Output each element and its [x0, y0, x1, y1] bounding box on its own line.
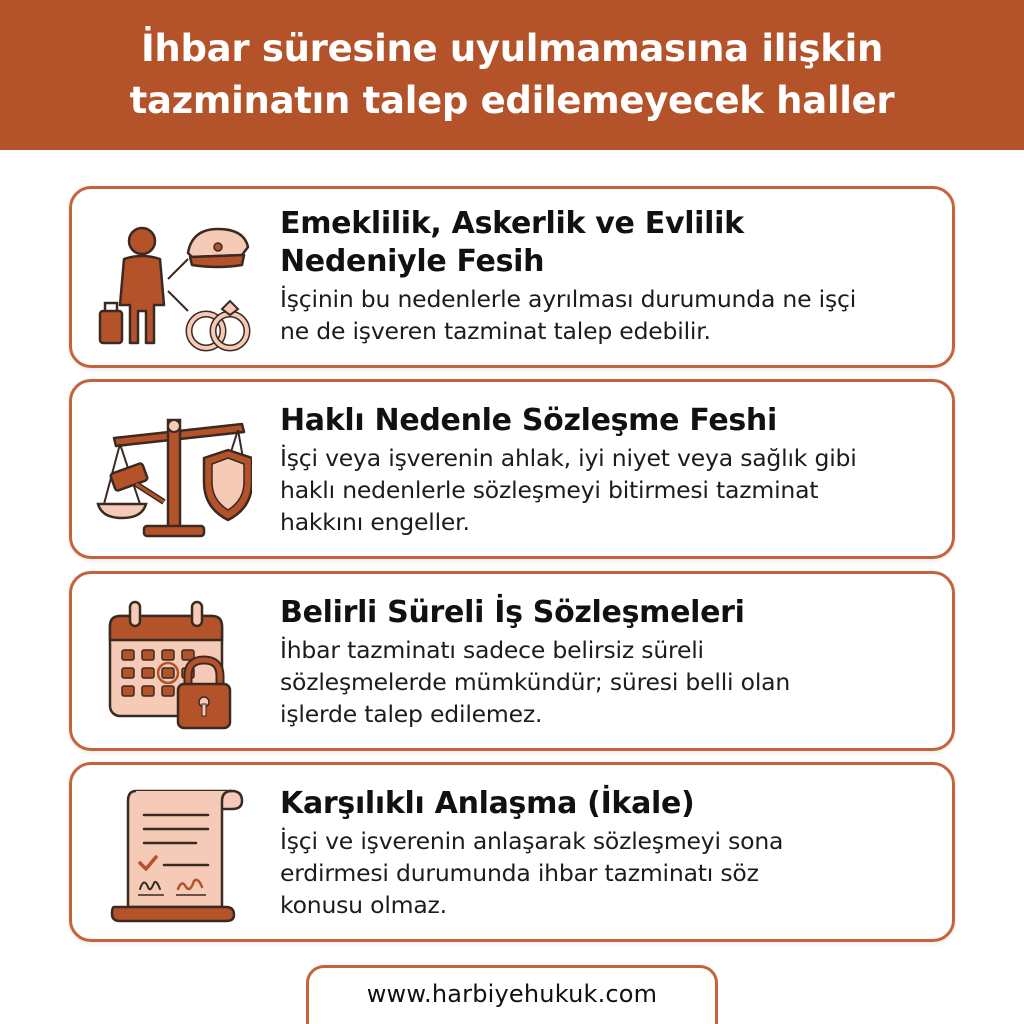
calendar-lock-icon [92, 590, 252, 738]
card-fixed-term-contracts [69, 571, 955, 751]
website-link[interactable]: www.harbiyehukuk.com [366, 980, 658, 1008]
card-description-line-1: İşçi veya işverenin ahlak, iyi niyet veya sağlık gibi [280, 444, 857, 472]
card-description-line-3: hakkını engeller. [280, 508, 470, 536]
page-title-line-2: tazminatın talep edilemeyecek haller [129, 79, 895, 122]
person-with-cap-and-rings-icon [92, 207, 252, 353]
page-title-line-1: İhbar süresine uyulmamasına ilişkin [140, 27, 884, 70]
footer-website-box [306, 965, 718, 1024]
card-title: Karşılıklı Anlaşma (İkale) [280, 786, 695, 821]
card-description-line-1: İhbar tazminatı sadece belirsiz süreli [280, 636, 704, 664]
card-title-line-2: Nedeniyle Fesih [280, 244, 545, 279]
card-title: Haklı Nedenle Sözleşme Feshi [280, 403, 777, 438]
card-retirement-military-marriage [69, 186, 955, 368]
scales-gavel-shield-icon [92, 398, 252, 546]
card-description-line-2: haklı nedenlerle sözleşmeyi bitirmesi tazminat [280, 476, 819, 504]
card-description-line-3: işlerde talep edilemez. [280, 700, 543, 728]
card-description-line-1: İşçinin bu nedenlerle ayrılması durumunda ne işçi [280, 285, 857, 313]
card-just-cause-termination [69, 379, 955, 559]
card-title: Belirli Süreli İş Sözleşmeleri [280, 595, 745, 630]
card-description-line-2: ne de işveren tazminat talep edebilir. [280, 317, 711, 345]
signed-contract-icon [92, 781, 252, 929]
card-description-line-2: sözleşmelerde mümkündür; süresi belli olan [280, 668, 791, 696]
card-description-line-1: İşçi ve işverenin anlaşarak sözleşmeyi sona [280, 827, 784, 855]
card-description-line-2: erdirmesi durumunda ihbar tazminatı söz [280, 859, 759, 887]
card-description-line-3: konusu olmaz. [280, 891, 447, 919]
header-banner [0, 0, 1024, 150]
card-title-line-1: Emeklilik, Askerlik ve Evlilik [280, 206, 744, 241]
card-mutual-agreement [69, 762, 955, 942]
